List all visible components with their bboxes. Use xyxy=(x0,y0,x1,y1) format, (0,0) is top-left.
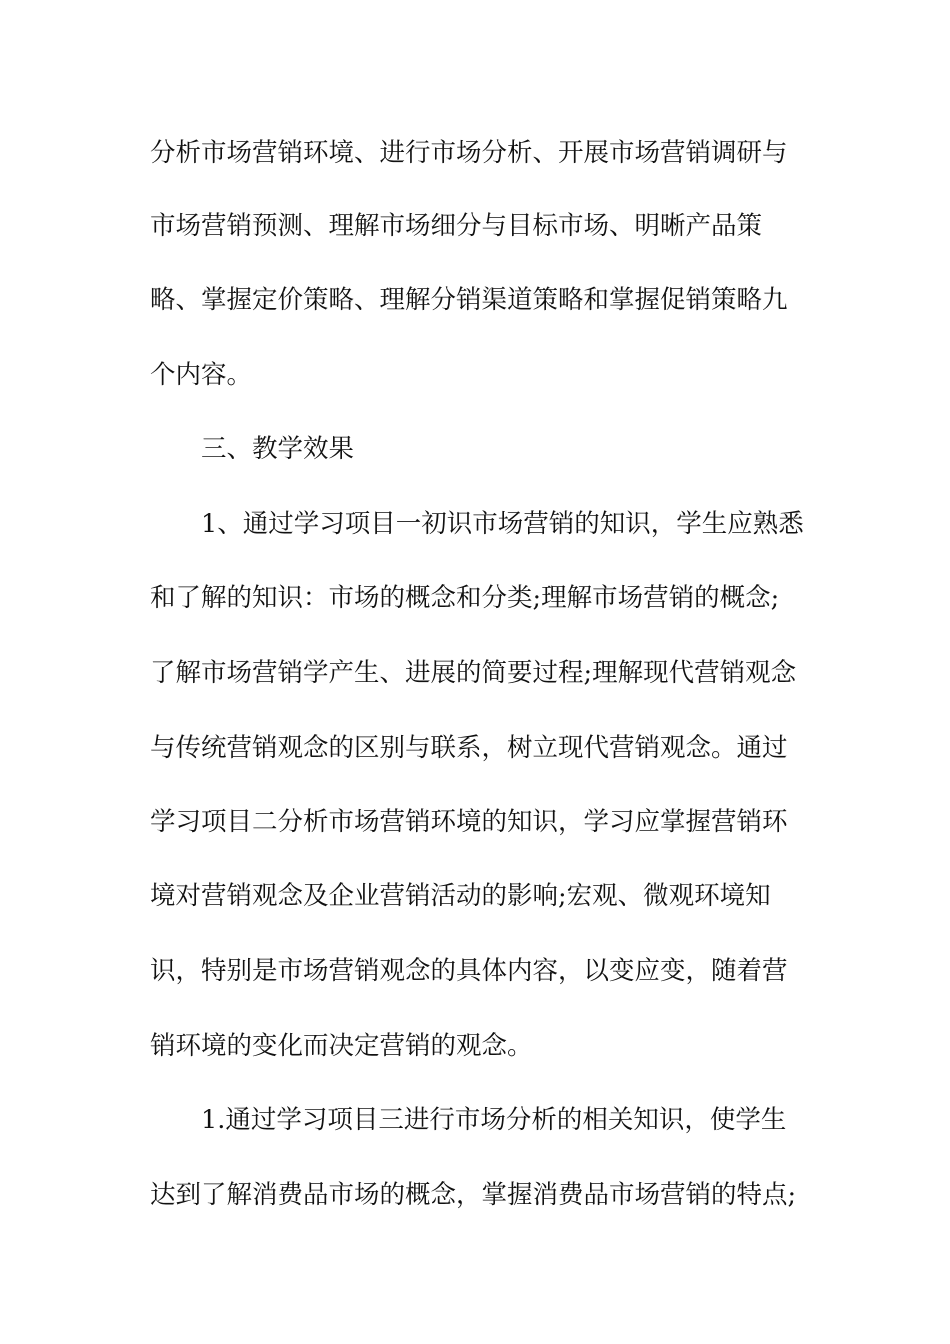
text-line: 和了解的知识：市场的概念和分类;理解市场营销的概念; xyxy=(150,583,780,613)
text-line: 个内容。 xyxy=(150,360,253,390)
text-line: 市场营销预测、理解市场细分与目标市场、明晰产品策 xyxy=(150,211,763,241)
section-heading: 三、教学效果 xyxy=(201,434,355,464)
text-line: 略、掌握定价策略、理解分销渠道策略和掌握促销策略九 xyxy=(150,285,788,315)
text-line: 境对营销观念及企业营销活动的影响;宏观、微观环境知 xyxy=(150,881,771,911)
text-line: 1.通过学习项目三进行市场分析的相关知识，使学生 xyxy=(201,1105,787,1135)
text-line: 销环境的变化而决定营销的观念。 xyxy=(150,1031,533,1061)
text-line: 1、通过学习项目一初识市场营销的知识，学生应熟悉 xyxy=(201,509,804,539)
text-line: 学习项目二分析市场营销环境的知识，学习应掌握营销环 xyxy=(150,807,788,837)
text-line: 分析市场营销环境、进行市场分析、开展市场营销调研与 xyxy=(150,138,788,168)
text-line: 了解市场营销学产生、进展的简要过程;理解现代营销观念 xyxy=(150,658,797,688)
text-line: 与传统营销观念的区别与联系，树立现代营销观念。通过 xyxy=(150,733,788,763)
text-line: 识，特别是市场营销观念的具体内容，以变应变，随着营 xyxy=(150,956,788,986)
text-line: 达到了解消费品市场的概念，掌握消费品市场营销的特点; xyxy=(150,1180,797,1210)
